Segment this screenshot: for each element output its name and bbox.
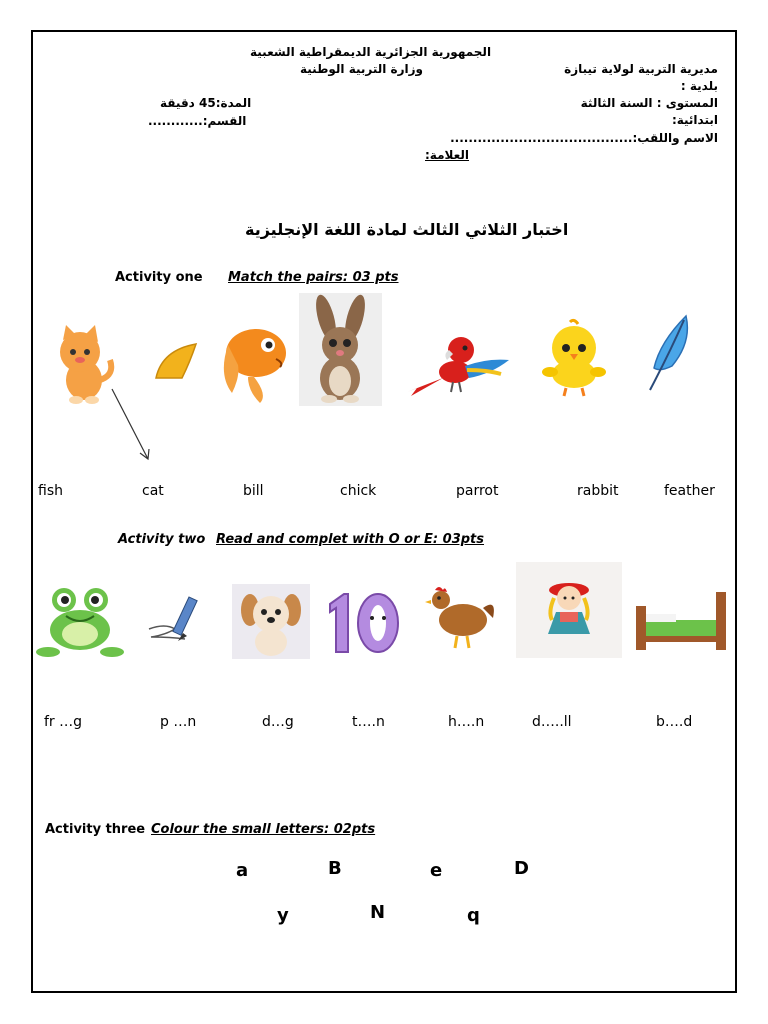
word-frog: fr …g <box>44 714 83 730</box>
directorate-label: مديرية التربية لولاية تيبازة <box>564 62 718 76</box>
activity-one-instruction: Match the pairs: 03 pts <box>228 270 399 285</box>
letter-y: y <box>277 905 289 926</box>
word-parrot: parrot <box>456 483 499 499</box>
chick-icon <box>540 318 608 398</box>
activity-three-instruction: Colour the small letters: 02pts <box>151 822 376 837</box>
hen-icon <box>425 582 497 650</box>
doll-icon <box>516 562 622 658</box>
word-pen: p …n <box>160 714 197 730</box>
word-doll: d…..ll <box>532 714 572 730</box>
word-fish: fish <box>38 483 63 499</box>
name-field: الاسم واللقب:........................................ <box>450 131 718 145</box>
letter-D: D <box>514 858 529 879</box>
word-rabbit: rabbit <box>577 483 619 499</box>
parrot-icon <box>405 330 513 405</box>
republic-title: الجمهورية الجزائرية الديمقراطية الشعبية <box>250 45 492 59</box>
letter-e: e <box>430 860 443 881</box>
word-chick: chick <box>340 483 377 499</box>
bed-icon <box>632 582 730 654</box>
ministry-title: وزارة التربية الوطنية <box>300 62 424 76</box>
frog-icon <box>36 582 124 660</box>
word-ten: t….n <box>352 714 385 730</box>
ten-icon <box>324 590 402 656</box>
activity-two-instruction: Read and complet with O or E: 03pts <box>216 532 485 547</box>
section-field: القسم:............ <box>148 114 247 128</box>
page-border <box>31 30 737 993</box>
school-label: ابتدائية: <box>671 113 718 127</box>
activity-two-title: Activity two <box>118 532 206 547</box>
bill-icon <box>152 340 200 382</box>
match-arrow <box>100 385 160 465</box>
word-feather: feather <box>664 483 715 499</box>
word-bed: b….d <box>656 714 693 730</box>
word-dog: d…g <box>262 714 294 730</box>
letter-q: q <box>467 905 480 926</box>
letter-N: N <box>370 902 386 923</box>
pen-icon <box>145 595 205 650</box>
mark-label: العلامة: <box>425 148 470 162</box>
word-hen: h….n <box>448 714 485 730</box>
duration-label: المدة:45 دقيقة <box>160 96 252 110</box>
word-cat: cat <box>142 483 164 499</box>
fish-icon <box>218 315 290 405</box>
level-label: المستوى : السنة الثالثة <box>580 96 718 110</box>
word-bill: bill <box>243 483 264 499</box>
feather-icon <box>642 312 692 394</box>
dog-icon <box>232 584 310 659</box>
activity-three-title: Activity three <box>45 822 146 837</box>
rabbit-icon <box>299 293 382 406</box>
exam-title: اختبار الثلاثي الثالث لمادة اللغة الإنجليزية <box>245 220 569 239</box>
letter-a: a <box>236 860 249 881</box>
municipality-label: بلدية : <box>680 79 718 93</box>
letter-B: B <box>328 858 342 879</box>
activity-one-title: Activity one <box>115 270 203 285</box>
